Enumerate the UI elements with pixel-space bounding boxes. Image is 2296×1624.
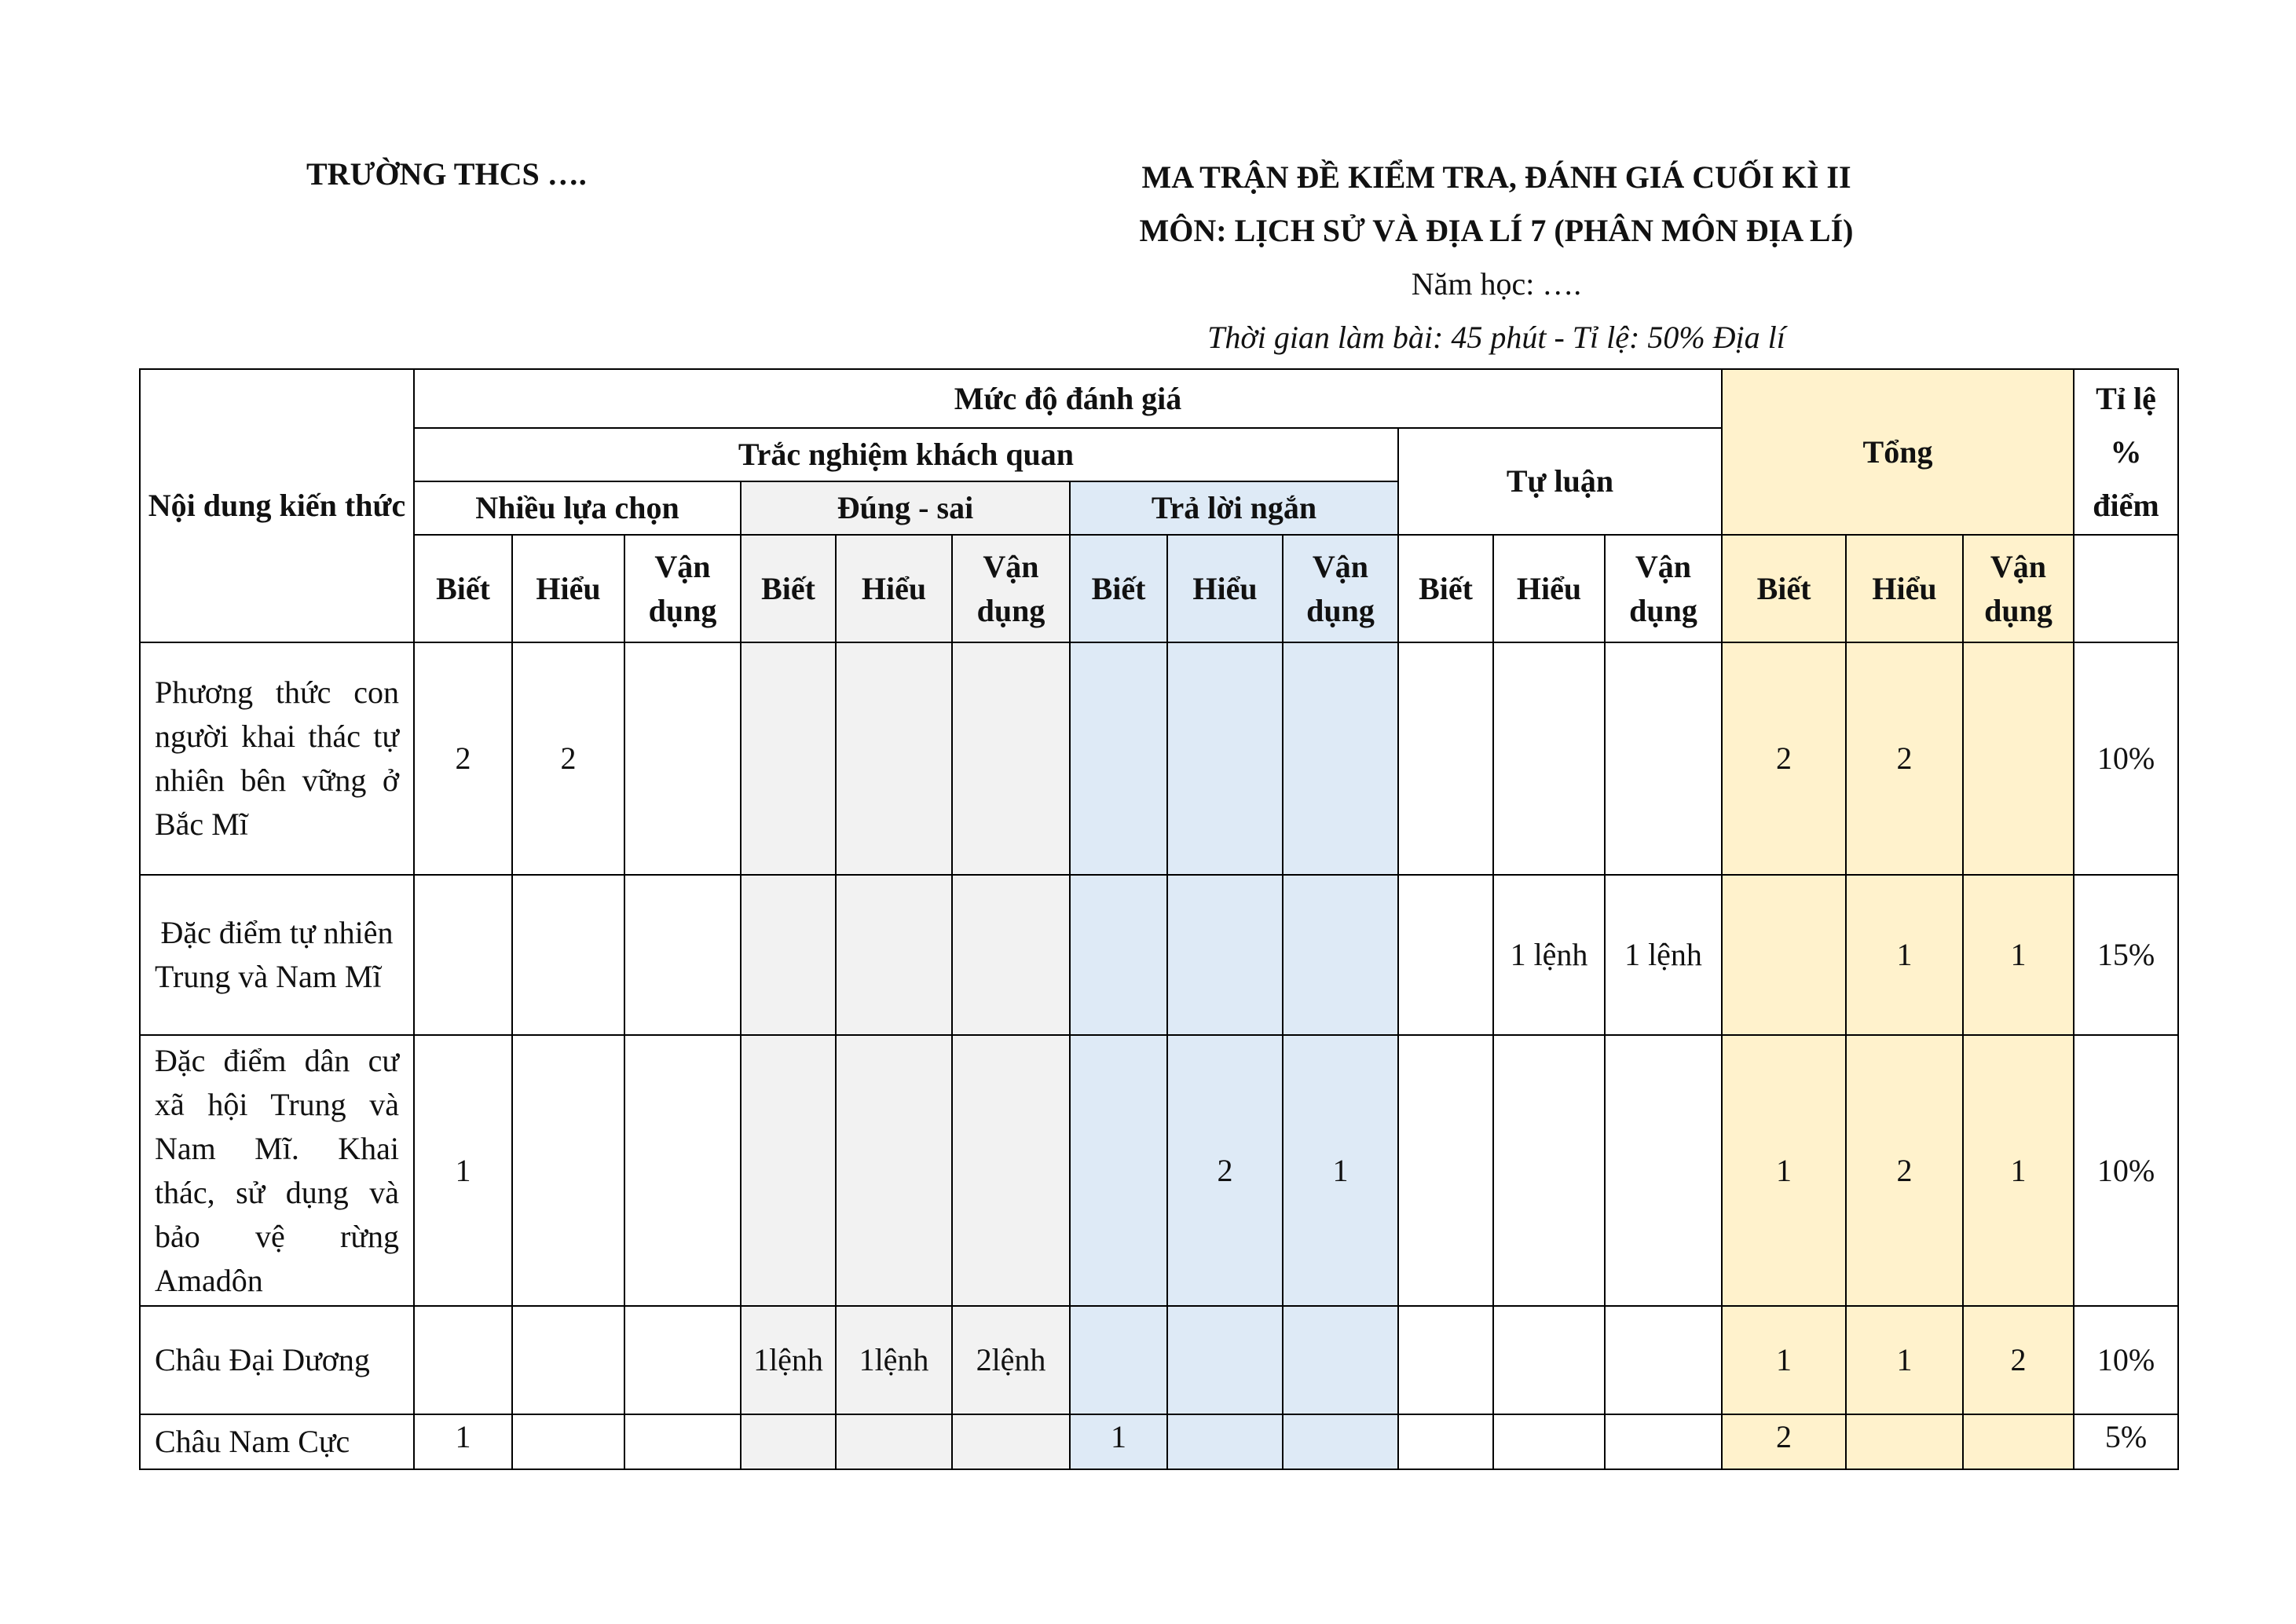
table-row	[140, 1414, 2178, 1469]
header-multiple-choice: Nhiều lựa chọn	[414, 481, 741, 535]
row-sa-cell	[1167, 875, 1283, 1035]
row-tf-cell	[836, 642, 952, 875]
row-sa-cell	[1283, 1414, 1398, 1469]
row-sa-cell	[1167, 1306, 1283, 1414]
level-header-percent-empty	[2074, 535, 2178, 642]
row-percent-cell: 10%	[2074, 1306, 2178, 1414]
level-header-sa-1: Biết	[1070, 535, 1167, 642]
table-row	[140, 1306, 2178, 1414]
row-total-cell: 2	[1963, 1306, 2074, 1414]
row-tf-cell	[741, 875, 836, 1035]
row-total-cell: 1	[1846, 875, 1963, 1035]
row-essay-cell	[1605, 1035, 1722, 1306]
row-sa-cell: 1	[1283, 1035, 1398, 1306]
header-percent: Tỉ lệ % điểm	[2074, 369, 2178, 535]
row-percent-cell: 10%	[2074, 642, 2178, 875]
level-header-sa-2: Hiểu	[1167, 535, 1283, 642]
row-sa-cell	[1283, 875, 1398, 1035]
row-tf-cell	[836, 1414, 952, 1469]
row-total-cell	[1846, 1414, 1963, 1469]
row-mc-cell	[512, 875, 624, 1035]
row-essay-cell	[1398, 1414, 1493, 1469]
level-header-tf-2: Hiểu	[836, 535, 952, 642]
row-essay-cell: 1 lệnh	[1605, 875, 1722, 1035]
row-sa-cell: 2	[1167, 1035, 1283, 1306]
level-header-total-3: Vận dụng	[1963, 535, 2074, 642]
row-sa-cell	[1283, 642, 1398, 875]
row-essay-cell	[1493, 1306, 1605, 1414]
row-sa-cell	[1167, 1414, 1283, 1469]
row-mc-cell: 2	[512, 642, 624, 875]
time-and-ratio: Thời gian làm bài: 45 phút - Tỉ lệ: 50% Địa lí	[1207, 320, 1785, 355]
row-total-cell: 2	[1846, 1035, 1963, 1306]
row-mc-cell	[512, 1414, 624, 1469]
row-mc-cell	[624, 1306, 741, 1414]
row-essay-cell: 1 lệnh	[1493, 875, 1605, 1035]
row-sa-cell	[1070, 642, 1167, 875]
row-tf-cell	[741, 642, 836, 875]
row-content: Đặc điểm dân cư xã hội Trung và Nam Mĩ. Khai thác, sử dụng và bảo vệ rừng Amadôn	[140, 1035, 414, 1306]
row-total-cell: 2	[1722, 642, 1846, 875]
row-content: Phương thức con người khai thác tự nhiên bên vững ở Bắc Mĩ	[140, 642, 414, 875]
level-header-essay-2: Hiểu	[1493, 535, 1605, 642]
row-sa-cell	[1070, 875, 1167, 1035]
row-tf-cell	[952, 1035, 1070, 1306]
row-essay-cell	[1493, 642, 1605, 875]
level-header-sa-3: Vận dụng	[1283, 535, 1398, 642]
row-total-cell: 1	[1846, 1306, 1963, 1414]
row-essay-cell	[1605, 1306, 1722, 1414]
row-tf-cell: 1lệnh	[836, 1306, 952, 1414]
row-essay-cell	[1493, 1414, 1605, 1469]
row-sa-cell	[1070, 1306, 1167, 1414]
level-header-total-2: Hiểu	[1846, 535, 1963, 642]
row-essay-cell	[1398, 1306, 1493, 1414]
header-essay: Tự luận	[1398, 428, 1722, 535]
document-title-block	[1045, 151, 1948, 364]
row-essay-cell	[1493, 1035, 1605, 1306]
row-content: Châu Đại Dương	[140, 1306, 414, 1414]
row-total-cell	[1963, 642, 2074, 875]
table-body	[140, 642, 2178, 1469]
school-name: TRƯỜNG THCS ….	[306, 156, 587, 192]
row-essay-cell	[1398, 1035, 1493, 1306]
row-mc-cell: 2	[414, 642, 512, 875]
row-tf-cell	[741, 1035, 836, 1306]
header-objective-test: Trắc nghiệm khách quan	[414, 428, 1398, 481]
row-percent-cell: 10%	[2074, 1035, 2178, 1306]
row-percent-cell: 5%	[2074, 1414, 2178, 1469]
table-row	[140, 642, 2178, 875]
table-row	[140, 1035, 2178, 1306]
row-total-cell	[1722, 875, 1846, 1035]
row-mc-cell	[512, 1306, 624, 1414]
row-essay-cell	[1398, 642, 1493, 875]
row-mc-cell	[624, 1414, 741, 1469]
row-tf-cell	[741, 1414, 836, 1469]
level-header-tf-3: Vận dụng	[952, 535, 1070, 642]
row-sa-cell: 1	[1070, 1414, 1167, 1469]
row-sa-cell	[1070, 1035, 1167, 1306]
row-tf-cell	[836, 1035, 952, 1306]
row-content: Đặc điểm tự nhiên Trung và Nam Mĩ	[140, 875, 414, 1035]
levels-row	[140, 535, 2178, 642]
row-mc-cell	[512, 1035, 624, 1306]
assessment-matrix-table	[139, 368, 2179, 1470]
header-content: Nội dung kiến thức	[140, 369, 414, 642]
row-mc-cell	[624, 1035, 741, 1306]
header-total: Tổng	[1722, 369, 2074, 535]
row-tf-cell	[952, 875, 1070, 1035]
row-tf-cell: 1lệnh	[741, 1306, 836, 1414]
table-row	[140, 875, 2178, 1035]
row-mc-cell	[414, 875, 512, 1035]
subject-title: MÔN: LỊCH SỬ VÀ ĐỊA LÍ 7 (PHÂN MÔN ĐỊA LÍ)	[1139, 213, 1854, 248]
row-sa-cell	[1283, 1306, 1398, 1414]
row-sa-cell	[1167, 642, 1283, 875]
row-total-cell: 1	[1722, 1035, 1846, 1306]
row-essay-cell	[1605, 642, 1722, 875]
level-header-essay-3: Vận dụng	[1605, 535, 1722, 642]
level-header-mc-3: Vận dụng	[624, 535, 741, 642]
level-header-essay-1: Biết	[1398, 535, 1493, 642]
row-total-cell: 1	[1963, 1035, 2074, 1306]
row-tf-cell	[952, 1414, 1070, 1469]
row-total-cell: 2	[1722, 1414, 1846, 1469]
row-total-cell: 1	[1963, 875, 2074, 1035]
level-header-mc-1: Biết	[414, 535, 512, 642]
row-content: Châu Nam Cực	[140, 1414, 414, 1469]
row-tf-cell	[836, 875, 952, 1035]
level-header-tf-1: Biết	[741, 535, 836, 642]
row-total-cell: 2	[1846, 642, 1963, 875]
header-assessment-level: Mức độ đánh giá	[414, 369, 1722, 428]
row-percent-cell: 15%	[2074, 875, 2178, 1035]
row-total-cell	[1963, 1414, 2074, 1469]
row-mc-cell	[624, 642, 741, 875]
header-short-answer: Trả lời ngắn	[1070, 481, 1398, 535]
level-header-total-1: Biết	[1722, 535, 1846, 642]
row-total-cell: 1	[1722, 1306, 1846, 1414]
document-title: MA TRẬN ĐỀ KIỂM TRA, ĐÁNH GIÁ CUỐI KÌ II	[1141, 159, 1851, 195]
row-essay-cell	[1605, 1414, 1722, 1469]
school-year: Năm học: ….	[1411, 266, 1582, 302]
header-true-false: Đúng - sai	[741, 481, 1070, 535]
level-header-mc-2: Hiểu	[512, 535, 624, 642]
row-mc-cell	[414, 1306, 512, 1414]
row-mc-cell	[624, 875, 741, 1035]
row-tf-cell	[952, 642, 1070, 875]
row-mc-cell: 1	[414, 1035, 512, 1306]
row-essay-cell	[1398, 875, 1493, 1035]
row-mc-cell: 1	[414, 1414, 512, 1469]
row-tf-cell: 2lệnh	[952, 1306, 1070, 1414]
